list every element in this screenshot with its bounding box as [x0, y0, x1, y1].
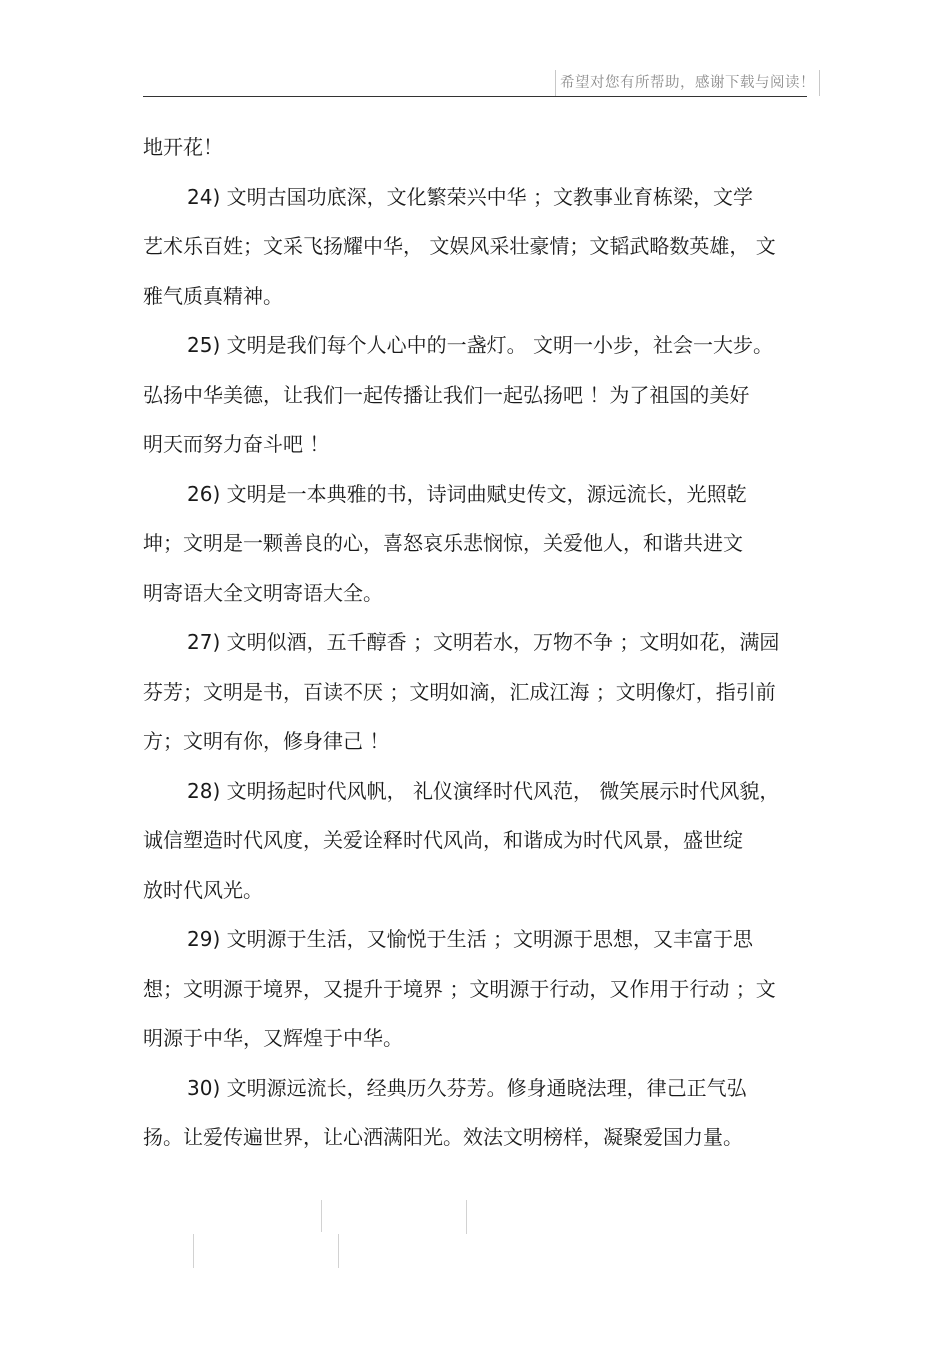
text-line: 坤；文明是一颗善良的心，喜怒哀乐悲悯惊，关爱他人，和谐共进文 — [143, 531, 743, 555]
text-line: 艺术乐百姓；文采飞扬耀中华， 文娱风采壮豪情；文韬武略数英雄， 文 — [143, 234, 776, 258]
text-line: 25) 文明是我们每个人心中的一盏灯。 文明一小步，社会一大步。 — [187, 333, 773, 357]
text-line: 24) 文明古国功底深，文化繁荣兴中华 ；文教事业育栋梁，文学 — [187, 184, 753, 209]
text-line: 30) 文明源远流长，经典历久芬芳。修身通晓法理，律己正气弘 — [187, 1075, 747, 1100]
paragraph-24 — [143, 173, 807, 322]
text-line: 27) 文明似酒，五千醇香 ；文明若水，万物不争 ；文明如花，满园 — [187, 630, 780, 654]
text-line: 方；文明有你，修身律己 ！ — [143, 729, 390, 753]
text-line: 想；文明源于境界，又提升于境界 ；文明源于行动，又作用于行动 ；文 — [143, 976, 776, 1001]
document-body — [143, 123, 807, 1163]
text-line: 29) 文明源于生活，又愉悦于生活 ；文明源于思想，又丰富于思 — [187, 927, 753, 951]
scan-mark — [193, 1234, 194, 1268]
scan-mark — [321, 1200, 322, 1232]
paragraph-27 — [143, 618, 807, 767]
text-line: 地开花！ — [143, 135, 223, 159]
text-line: 放时代风光。 — [143, 877, 263, 902]
text-line: 弘扬中华美德，让我们一起传播让我们一起弘扬吧 ！为了祖国的美好 — [143, 382, 750, 407]
paragraph-25 — [143, 321, 807, 470]
paragraph-30 — [143, 1064, 807, 1163]
text-line: 雅气质真精神。 — [143, 283, 283, 308]
scan-mark — [338, 1234, 339, 1268]
text-line: 明天而努力奋斗吧 ！ — [143, 432, 330, 456]
text-line: 诚信塑造时代风度，关爱诠释时代风尚，和谐成为时代风景，盛世绽 — [143, 828, 743, 852]
text-line: 明寄语大全文明寄语大全。 — [143, 580, 383, 605]
text-line: 26) 文明是一本典雅的书，诗词曲赋史传文，源远流长，光照乾 — [187, 481, 747, 506]
paragraph-28 — [143, 767, 807, 916]
text-line: 芬芳；文明是书，百读不厌 ；文明如滴，汇成江海 ；文明像灯，指引前 — [143, 679, 776, 704]
paragraph-29 — [143, 915, 807, 1064]
paragraph-continued — [143, 123, 807, 173]
header-rule — [143, 96, 807, 97]
text-line: 明源于中华，又辉煌于中华。 — [143, 1026, 403, 1050]
scan-mark — [466, 1200, 467, 1234]
text-line: 28) 文明扬起时代风帆， 礼仪演绎时代风范， 微笑展示时代风貌， — [187, 778, 780, 803]
paragraph-26 — [143, 470, 807, 619]
text-line: 扬。让爱传遍世界，让心洒满阳光。效法文明榜样，凝聚爱国力量。 — [143, 1125, 743, 1149]
header-banner: 希望对您有所帮助，感谢下载与阅读！ — [555, 70, 820, 96]
